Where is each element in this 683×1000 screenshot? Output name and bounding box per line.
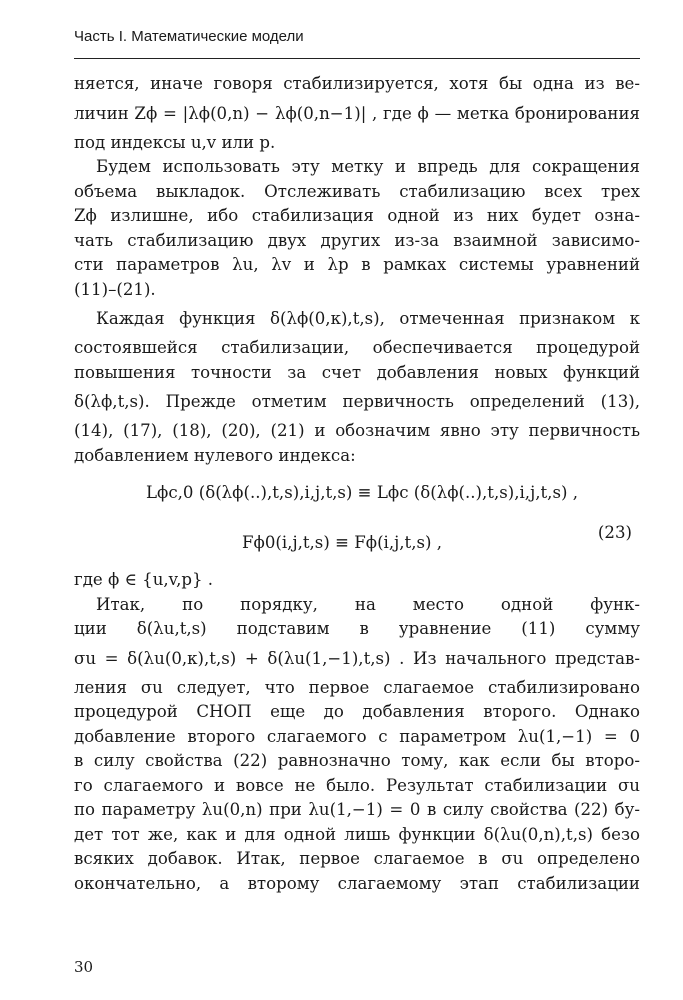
running-header: Часть I. Математические модели <box>74 28 304 45</box>
equation-line-2 <box>74 518 640 568</box>
text-line: состоявшейся стабилизации, обеспечивается процедурой <box>74 338 640 357</box>
text-line: го слагаемого и вовсе не было. Результат стабилизации σu <box>74 775 640 795</box>
text-line: Zϕ излишне, ибо стабилизация одной из них будет озна- <box>74 206 640 225</box>
page-number: 30 <box>74 958 94 976</box>
text-line: дет тот же, как и для одной лишь функции δ(λu(0,n),t,s) безо <box>74 824 640 844</box>
text-line: по параметру λu(0,n) при λu(1,−1) = 0 в силу свойства (22) бу- <box>74 800 640 819</box>
text-line: (11)–(21). <box>74 279 156 299</box>
text-line: процедурой СНОП еще до добавления второго. Однако <box>74 702 640 721</box>
equation-number: (23) <box>597 523 632 542</box>
text-line: (14), (17), (18), (20), (21) и обозначим явно эту первичность <box>74 421 640 440</box>
equation-line-1 <box>74 468 640 518</box>
text-line: δ(λϕ,t,s). Прежде отметим первичность определений (13), <box>74 392 640 411</box>
text-line: под индексы u,v или p. <box>74 132 276 152</box>
equation-1: Lϕc,0 (δ(λϕ(..),t,s),i,j,t,s) ≡ Lϕc (δ(λϕ(..),t,s),i,j,t,s) , <box>146 483 578 502</box>
text-line: ления σu следует, что первое слагаемое стабилизировано <box>74 677 640 697</box>
text-line: Итак, по порядку, на место одной функ- <box>96 594 640 614</box>
text-line: сти параметров λu, λv и λp в рамках системы уравнений <box>74 255 640 274</box>
text-line: личин Zϕ = |λϕ(0,n) − λϕ(0,n−1)| , где ϕ — метка бронирования <box>74 103 640 123</box>
header-rule <box>74 58 640 59</box>
text-line: где ϕ ∈ {u,v,p} . <box>74 570 214 589</box>
text-line: σu = δ(λu(0,κ),t,s) + δ(λu(1,−1),t,s) . Из начального представ- <box>74 648 640 668</box>
text-line: всяких добавок. Итак, первое слагаемое в σu определено <box>74 849 640 868</box>
text-line: добавлением нулевого индекса: <box>74 445 356 465</box>
text-line: няется, иначе говоря стабилизируется, хотя бы одна из ве- <box>74 74 640 93</box>
page-body <box>74 72 640 896</box>
text-line: добавление второго слагаемого с параметром λu(1,−1) = 0 <box>74 726 640 746</box>
text-line: объема выкладок. Отслеживать стабилизацию всех трех <box>74 181 640 201</box>
text-line: окончательно, а второму слагаемому этап стабилизации <box>74 873 640 893</box>
text-line: повышения точности за счет добавления новых функций <box>74 362 640 382</box>
text-line: ции δ(λu,t,s) подставим в уравнение (11) сумму <box>74 619 640 638</box>
equation-2: Fϕ0(i,j,t,s) ≡ Fϕ(i,j,t,s) , <box>242 533 443 552</box>
text-line: в силу свойства (22) равнозначно тому, как если бы второ- <box>74 751 640 770</box>
text-line: Будем использовать эту метку и впредь для сокращения <box>96 157 640 176</box>
text-line: Каждая функция δ(λϕ(0,κ),t,s), отмеченная признаком к <box>96 309 640 328</box>
text-line: чать стабилизацию двух других из-за взаимной зависимо- <box>74 230 640 250</box>
